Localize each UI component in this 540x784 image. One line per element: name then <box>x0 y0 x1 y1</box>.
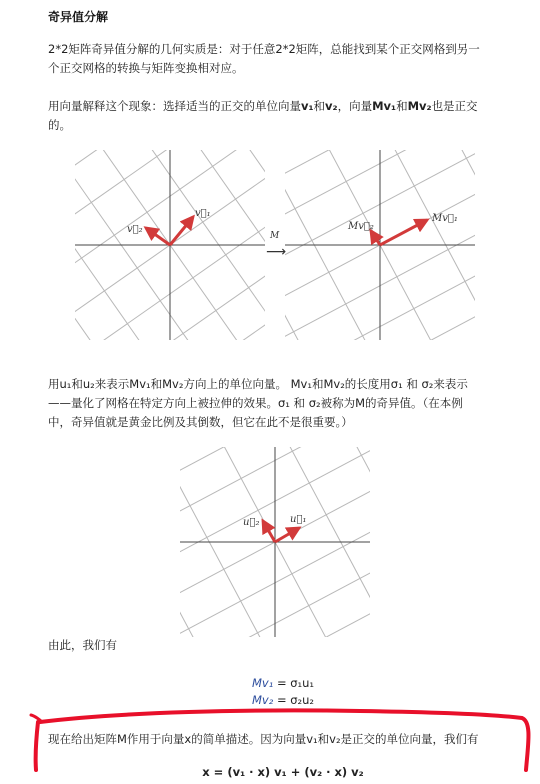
page-title: 奇异值分解 <box>48 10 109 24</box>
right-Mv2-arrow <box>371 231 380 245</box>
u1-label: u⃗₁ <box>290 514 307 525</box>
right-Mv2-label: Mv⃗₂ <box>348 221 374 232</box>
action-description-line: 现在给出矩阵M作用于向量x的简单描述。因为向量v₁和v₂是正交的单位向量，我们有 <box>48 732 479 746</box>
formula-mv1: Mv₁ = σ₁u₁ <box>251 676 315 690</box>
left-v2-label: v⃗₂ <box>127 224 143 235</box>
u2-arrow <box>263 521 275 542</box>
transform-arrow: ⟶ <box>266 244 287 260</box>
formula-x-decomposition: x = (v₁ · x) v₁ + (v₂ · x) v₂ <box>202 765 364 779</box>
figure-grid-transformation <box>75 150 475 340</box>
left-v2-arrow <box>146 228 170 245</box>
vector-explanation-line-1: 用向量解释这个现象：选择适当的正交的单位向量v₁和v₂，向量Mv₁和Mv₂也是正交 <box>48 99 478 113</box>
u2-label: u⃗₂ <box>243 517 260 528</box>
singular-value-paragraph <box>48 375 518 432</box>
formula-mv2: Mv₂ = σ₂u₂ <box>251 693 315 707</box>
singular-value-line-1: 用u₁和u₂来表示Mv₁和Mv₂方向上的单位向量。 Mv₁和Mv₂的长度用σ₁ 和 σ₂来表示 <box>48 377 468 391</box>
intro-line-2: 个正交网格的转换与矩阵变换相对应。 <box>48 61 244 75</box>
singular-value-line-2: ——量化了网格在特定方向上被拉伸的效果。σ₁ 和 σ₂被称为M的奇异值。（在本例 <box>48 396 463 410</box>
vector-explanation-paragraph <box>48 97 518 135</box>
right-Mv1-arrow <box>380 220 427 245</box>
u1-arrow <box>275 528 299 542</box>
figure-unit-vectors <box>180 447 370 637</box>
therefore-line: 由此，我们有 <box>48 638 117 652</box>
intro-line-1: 2*2矩阵奇异值分解的几何实质是：对于任意2*2矩阵，总能找到某个正交网格到另一 <box>48 42 480 56</box>
right-Mv1-label: Mv⃗₁ <box>432 213 458 224</box>
left-v1-label: v⃗₁ <box>195 208 211 219</box>
vector-explanation-line-2: 的。 <box>48 118 71 132</box>
singular-value-line-3: 中，奇异值就是黄金比例及其倒数，但它在此不是很重要。） <box>48 415 353 429</box>
intro-paragraph <box>48 40 518 78</box>
transform-label: M <box>270 231 280 241</box>
